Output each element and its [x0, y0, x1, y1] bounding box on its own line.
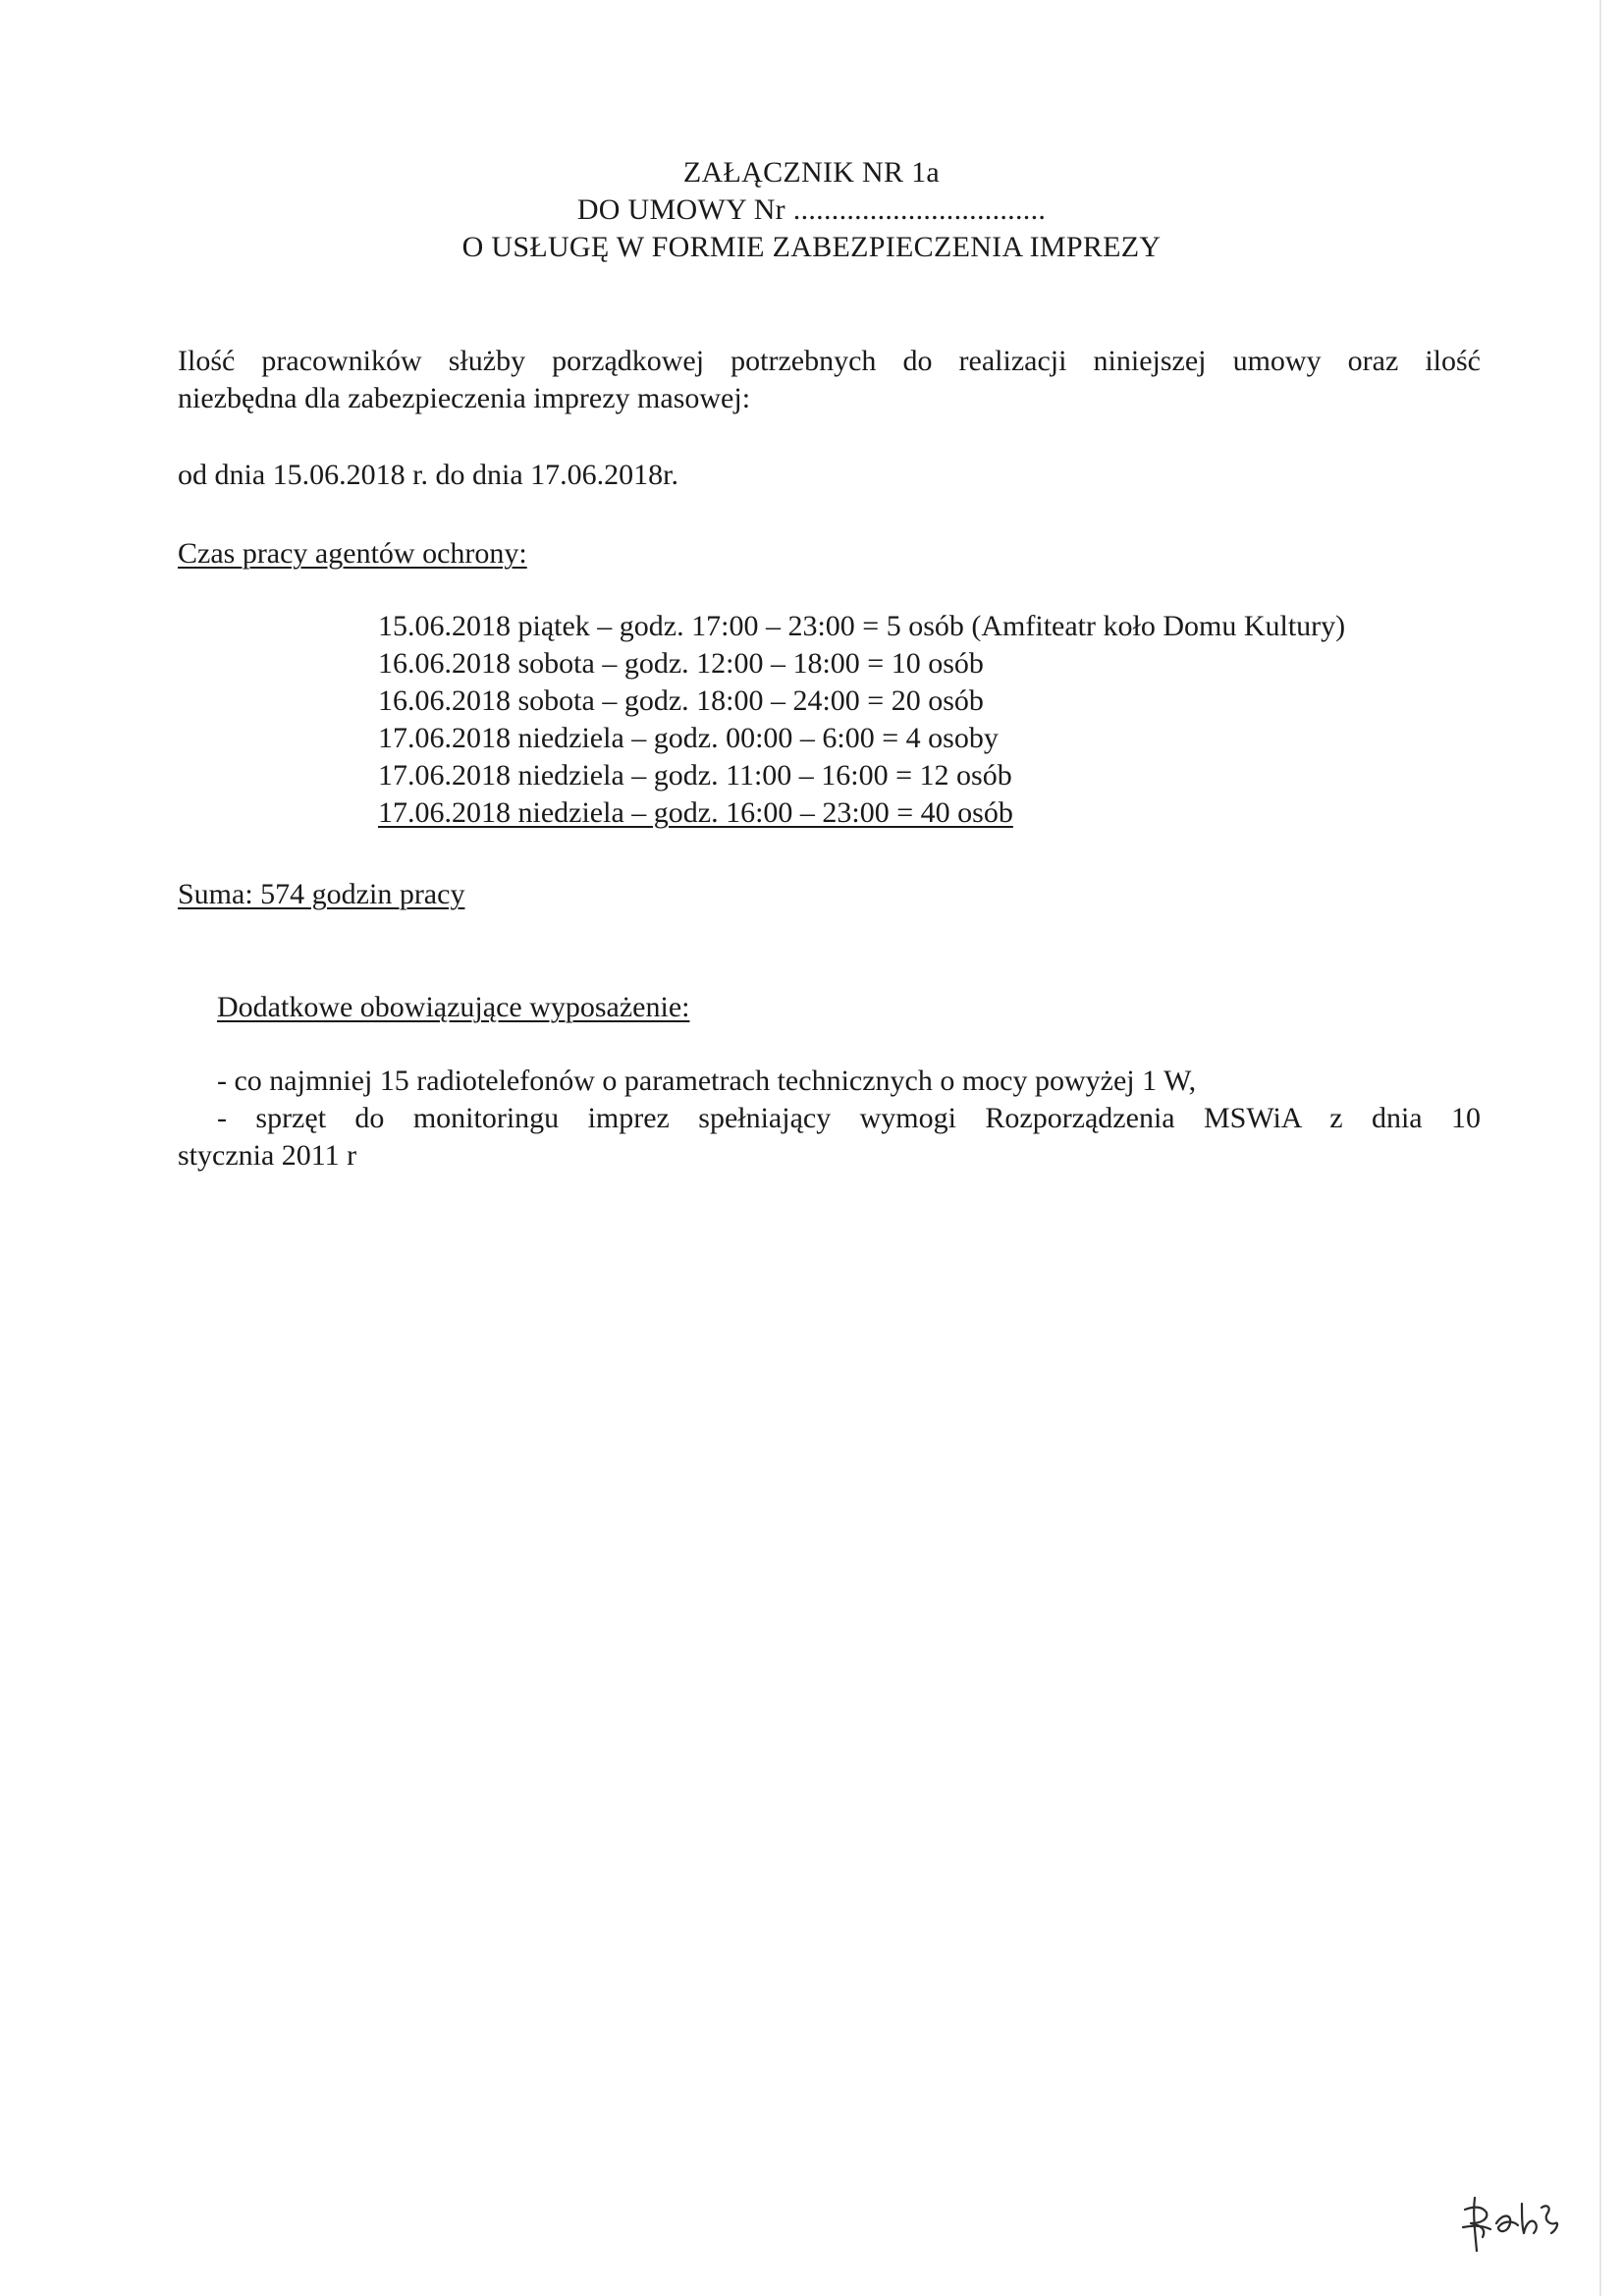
work-time-heading: Czas pracy agentów ochrony:	[178, 537, 527, 570]
period: od dnia 15.06.2018 r. do dnia 17.06.2018r.	[178, 459, 678, 491]
equipment-heading: Dodatkowe obowiązujące wyposażenie:	[217, 991, 690, 1023]
intro-line-1: Ilość pracowników służby porządkowej potrzebnych do realizacji niniejszej umowy oraz ilość	[178, 345, 1481, 377]
total-hours: Suma: 574 godzin pracy	[178, 878, 465, 910]
header-subject: O USŁUGĘ W FORMIE ZABEZPIECZENIA IMPREZY	[461, 231, 1162, 263]
schedule-item: 15.06.2018 piątek – godz. 17:00 – 23:00 = 5 osób (Amfiteatr koło Domu Kultury)	[378, 610, 1346, 642]
schedule-item: 16.06.2018 sobota – godz. 18:00 – 24:00 = 20 osób	[378, 684, 984, 717]
equipment-item-monitoring: - sprzęt do monitoringu imprez spełniający wymogi Rozporządzenia MSWiA z dnia 10	[217, 1102, 1481, 1134]
schedule-item: 16.06.2018 sobota – godz. 12:00 – 18:00 = 10 osób	[378, 647, 984, 680]
header-title: ZAŁĄCZNIK NR 1a	[682, 156, 941, 189]
header-contract-number: DO UMOWY Nr .................................	[576, 193, 1047, 226]
schedule-item: 17.06.2018 niedziela – godz. 16:00 – 23:00 = 40 osób	[378, 796, 1013, 829]
intro-line-2: niezbędna dla zabezpieczenia imprezy masowej:	[178, 382, 751, 414]
schedule-item: 17.06.2018 niedziela – godz. 11:00 – 16:00 = 12 osób	[378, 759, 1012, 792]
equipment-item-radios: - co najmniej 15 radiotelefonów o parametrach technicznych o mocy powyżej 1 W,	[217, 1065, 1197, 1097]
scan-edge-line	[1599, 0, 1601, 2296]
equipment-item-monitoring-cont: stycznia 2011 r	[178, 1139, 357, 1172]
schedule-item: 17.06.2018 niedziela – godz. 00:00 – 6:00 = 4 osoby	[378, 722, 999, 754]
signature	[1453, 2180, 1571, 2259]
